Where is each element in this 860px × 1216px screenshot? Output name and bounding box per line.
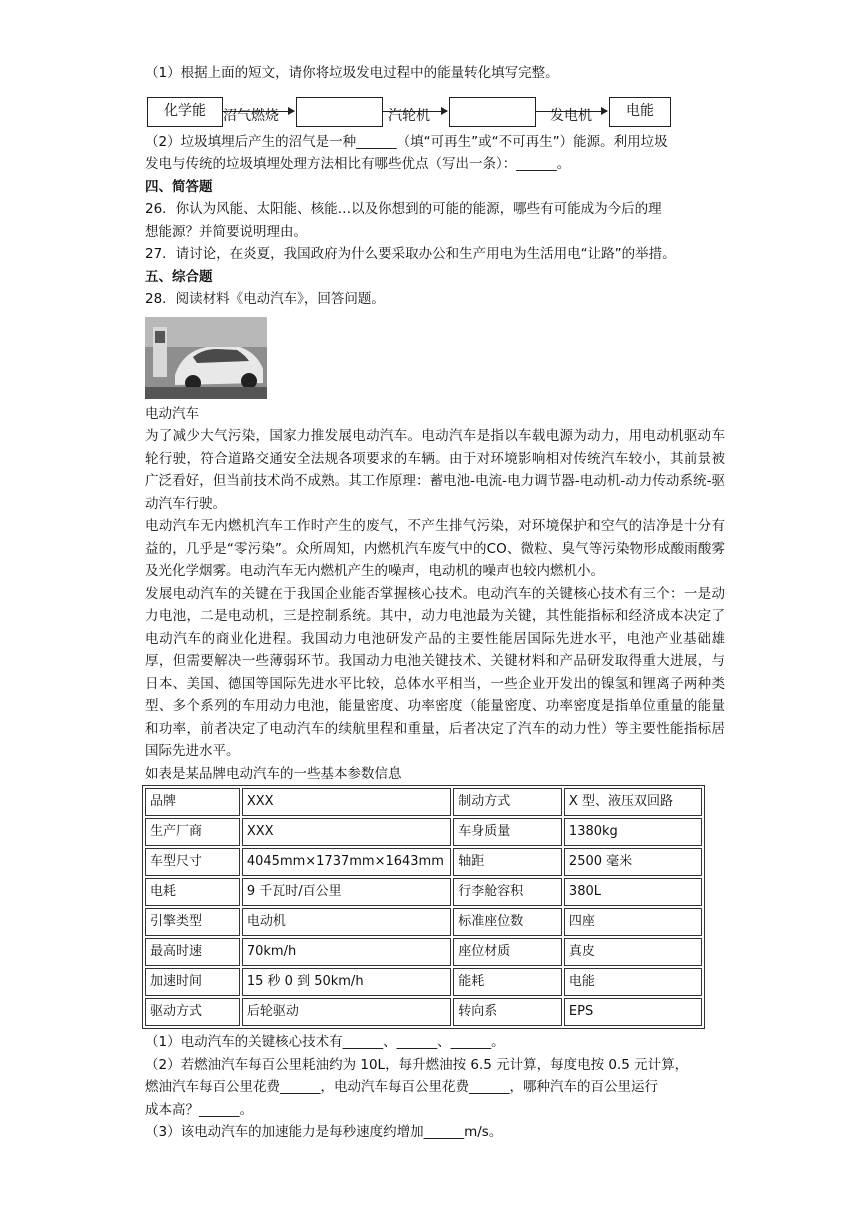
section-heading-4: 四、简答题	[145, 178, 213, 195]
table-cell-label: 转向系	[453, 998, 562, 1026]
flow-end-box: 电能	[609, 97, 671, 127]
table-cell-value: EPS	[564, 998, 702, 1026]
question-26-line-2: 想能源？并简要说明理由。	[145, 223, 307, 240]
flow-label-1: 沼气燃烧	[223, 107, 279, 124]
table-cell-value: 2500 毫米	[564, 848, 702, 876]
table-cell-value: 380L	[564, 878, 702, 906]
table-cell-label: 驱动方式	[145, 998, 240, 1026]
question-25-part-1: （1）根据上面的短文，请你将垃圾发电过程中的能量转化填写完整。	[145, 65, 559, 81]
table-cell-value: 9 千瓦时/百公里	[242, 878, 451, 906]
article-paragraph-2: 电动汽车无内燃机汽车工作时产生的废气，不产生排气污染，对环境保护和空气的洁净是十分有益的，几乎是“零污染”。众所周知，内燃机汽车废气中的CO、微粒、臭气等污染物形成酸雨酸雾及光化学烟雾。电动汽车无内燃机产生的噪声，电动机的噪声也较内燃机小。	[145, 518, 725, 579]
table-cell-label: 车身质量	[453, 818, 562, 846]
flow-arrow-2	[383, 107, 447, 124]
table-cell-value: XXX	[242, 788, 451, 816]
question-25-part-2-line-2: 发电与传统的垃圾填埋处理方法相比有哪些优点（写出一条）：______。	[145, 156, 571, 172]
table-row	[145, 998, 702, 1026]
table-row	[145, 968, 702, 996]
table-cell-label: 车型尺寸	[145, 848, 240, 876]
table-cell-value: 4045mm×1737mm×1643mm	[242, 848, 451, 876]
table-cell-label: 电耗	[145, 878, 240, 906]
electric-car-photo	[145, 317, 267, 399]
energy-flow-diagram	[145, 89, 725, 129]
table-cell-value: 电能	[564, 968, 702, 996]
question-26-line-1: 26．你认为风能、太阳能、核能…以及你想到的可能的能源，哪些有可能成为今后的理	[145, 201, 662, 217]
table-cell-value: 后轮驱动	[242, 998, 451, 1026]
table-row	[145, 878, 702, 906]
table-cell-label: 座位材质	[453, 938, 562, 966]
flow-arrow-1	[223, 107, 294, 124]
flow-arrow-3	[536, 107, 607, 124]
flow-start-box: 化学能	[147, 97, 223, 127]
parameter-table	[142, 785, 705, 1029]
table-cell-label: 品牌	[145, 788, 240, 816]
table-cell-label: 制动方式	[453, 788, 562, 816]
table-cell-label: 最高时速	[145, 938, 240, 966]
table-cell-label: 引擎类型	[145, 908, 240, 936]
table-cell-value: 70km/h	[242, 938, 451, 966]
table-row	[145, 908, 702, 936]
sub-question-2-line-3: 成本高？______。	[145, 1101, 253, 1118]
table-row	[145, 848, 702, 876]
car-image-graphic	[145, 317, 267, 399]
table-cell-value: 四座	[564, 908, 702, 936]
table-cell-value: 真皮	[564, 938, 702, 966]
article-paragraph-3: 发展电动汽车的关键在于我国企业能否掌握核心技术。电动汽车的关键核心技术有三个：一是动力电池，二是电动机，三是控制系统。其中，动力电池最为关键，其性能指标和经济成本决定了电动汽车的商业化进程。我国动力电池研发产品的主要性能居国际先进水平，电池产业基础雄厚，但需要解决一些薄弱环节。我国动力电池关键技术、关键材料和产品研发取得重大进展，与日本、美国、德国等国际先进水平比较，总体水平相当，一些企业开发出的镍氢和锂离子两种类型、多个系列的车用动力电池，能量密度、功率密度（能量密度、功率密度是指单位重量的能量和功率，前者决定了电动汽车的续航里程和重量，后者决定了汽车的动力性）等主要性能指标居国际先进水平。	[145, 585, 725, 759]
table-cell-label: 加速时间	[145, 968, 240, 996]
sub-question-1: （1）电动汽车的关键核心技术有______、______、______。	[145, 1034, 505, 1050]
table-row	[145, 788, 702, 816]
table-cell-label: 标准座位数	[453, 908, 562, 936]
table-cell-label: 轴距	[453, 848, 562, 876]
table-cell-value: 1380kg	[564, 818, 702, 846]
flow-blank-box-2	[449, 97, 536, 127]
flow-label-3: 发电机	[550, 107, 592, 124]
table-cell-value: XXX	[242, 818, 451, 846]
question-27: 27．请讨论，在炎夏，我国政府为什么要采取办公和生产用电为生活用电“让路”的举措。	[145, 246, 676, 262]
table-cell-label: 能耗	[453, 968, 562, 996]
question-28: 28．阅读材料《电动汽车》，回答问题。	[145, 291, 385, 307]
sub-question-2-line-2: 燃油汽车每百公里花费______，电动汽车每百公里花费______，哪种汽车的百公里运行	[145, 1079, 658, 1095]
table-row	[145, 818, 702, 846]
table-cell-label: 行李舱容积	[453, 878, 562, 906]
article-paragraph-1: 为了减少大气污染，国家力推发展电动汽车。电动汽车是指以车载电源为动力，用电动机驱动车轮行驶，符合道路交通安全法规各项要求的车辆。由于对环境影响相对传统汽车较小，其前景被广泛看好，但当前技术尚不成熟。其工作原理：蓄电池-电流-电力调节器-电动机-动力传动系统-驱动汽车行驶。	[145, 428, 725, 512]
table-cell-value: 电动机	[242, 908, 451, 936]
table-caption: 如表是某品牌电动汽车的一些基本参数信息	[145, 765, 402, 782]
flow-blank-box-1	[296, 97, 383, 127]
sub-question-3: （3）该电动汽车的加速能力是每秒速度约增加______m/s。	[145, 1124, 503, 1140]
sub-question-2-line-1: （2）若燃油汽车每百公里耗油约为 10L，每升燃油按 6.5 元计算，每度电按 0.5 元计算，	[145, 1056, 689, 1073]
question-25-part-2-line-1: （2）垃圾填埋后产生的沼气是一种______（填“可再生”或“不可再生”）能源。利用垃圾	[145, 133, 668, 150]
section-heading-5: 五、综合题	[145, 268, 213, 285]
table-row	[145, 938, 702, 966]
table-cell-value: X 型、液压双回路	[564, 788, 702, 816]
table-cell-label: 生产厂商	[145, 818, 240, 846]
table-cell-value: 15 秒 0 到 50km/h	[242, 968, 451, 996]
document-page	[145, 62, 725, 1144]
article-title: 电动汽车	[145, 405, 199, 422]
flow-label-2: 汽轮机	[388, 107, 430, 124]
